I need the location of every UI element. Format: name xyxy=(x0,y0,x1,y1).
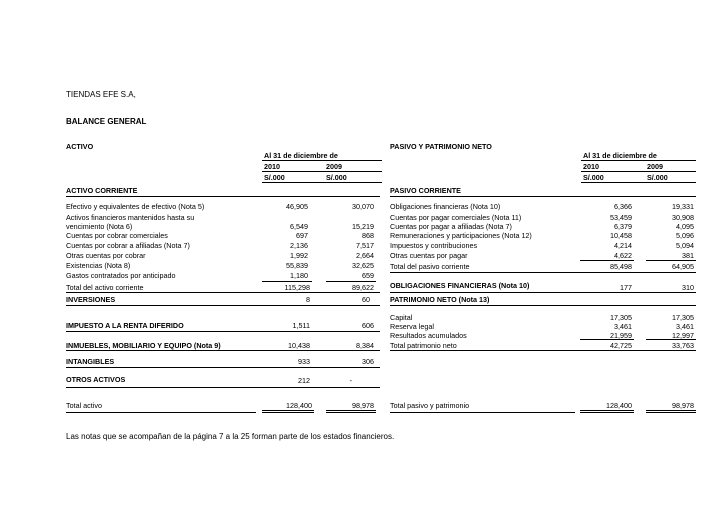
impuesto-2010: 1,511 xyxy=(292,321,310,330)
list-item-value-2009: 15,219 xyxy=(352,222,374,231)
activo-corriente-heading: ACTIVO CORRIENTE xyxy=(66,186,138,195)
total-patrimonio-2009: 33,763 xyxy=(672,341,694,350)
list-item-label: Remuneraciones y participaciones (Nota 12) xyxy=(390,231,532,240)
otros-activos-2009: - xyxy=(349,376,352,385)
otros-activos-label: OTROS ACTIVOS xyxy=(66,375,126,384)
inmuebles-rule xyxy=(66,350,380,351)
list-item-value-2010: 6,549 xyxy=(290,222,308,231)
pasivo-subtotal-rule-2009 xyxy=(646,260,696,261)
intangibles-rule xyxy=(66,367,380,368)
activo-year-rule xyxy=(262,171,382,172)
impuesto-label: IMPUESTO A LA RENTA DIFERIDO xyxy=(66,321,184,330)
pasivo-year-2010: 2010 xyxy=(583,162,599,171)
patrimonio-subtotal-rule-2010 xyxy=(580,339,634,340)
list-item-value-2009: 5,094 xyxy=(676,241,694,250)
activo-total-corriente-rule xyxy=(66,292,380,293)
activo-unit-2009: S/.000 xyxy=(326,173,347,182)
patrimonio-row-label: Capital xyxy=(390,313,413,322)
total-activo-2010: 128,400 xyxy=(286,401,312,410)
total-activo-row-rule xyxy=(66,412,256,413)
patrimonio-row-2010: 21,959 xyxy=(610,331,632,340)
total-activo-double-rule-2009 xyxy=(326,412,376,413)
activo-unit-2010: S/.000 xyxy=(264,173,285,182)
list-item-value-2009: 30,908 xyxy=(672,213,694,222)
pasivo-year-2009: 2009 xyxy=(647,162,663,171)
list-item-value-2010: 6,366 xyxy=(614,202,632,211)
total-pasivo-rule-2009 xyxy=(646,410,696,411)
list-item-label: Cuentas por pagar comerciales (Nota 11) xyxy=(390,213,522,222)
pasivo-subtotal-rule-2010 xyxy=(580,260,634,261)
impuesto-rule xyxy=(66,331,380,332)
list-item-label: vencimiento (Nota 6) xyxy=(66,222,133,231)
total-activo-double-rule-2010 xyxy=(262,412,314,413)
obligaciones-label: OBLIGACIONES FINANCIERAS (Nota 10) xyxy=(390,281,530,290)
total-pasivo-label: Total pasivo y patrimonio xyxy=(390,401,470,410)
total-patrimonio-label: Total patrimonio neto xyxy=(390,341,457,350)
activo-year-2010: 2010 xyxy=(264,162,280,171)
list-item-value-2009: 19,331 xyxy=(672,202,694,211)
list-item-value-2010: 2,136 xyxy=(290,241,308,250)
intangibles-2009: 306 xyxy=(362,357,374,366)
inversiones-2009: 60 xyxy=(362,295,370,304)
list-item-value-2009: 5,096 xyxy=(676,231,694,240)
pasivo-date-label: Al 31 de diciembre de xyxy=(583,151,657,160)
list-item-value-2009: 4,095 xyxy=(676,222,694,231)
total-activo-2009: 98,978 xyxy=(352,401,374,410)
list-item-label: Otras cuentas por pagar xyxy=(390,251,468,260)
list-item-value-2009: 30,070 xyxy=(352,202,374,211)
patrimonio-heading: PATRIMONIO NETO (Nota 13) xyxy=(390,295,490,304)
activo-subtotal-rule-2010 xyxy=(262,281,312,282)
intangibles-label: INTANGIBLES xyxy=(66,357,115,366)
patrimonio-row-2010: 3,461 xyxy=(614,322,632,331)
list-item-value-2009: 381 xyxy=(682,251,694,260)
pasivo-total-corriente-label: Total del pasivo corriente xyxy=(390,262,470,271)
activo-subtotal-rule-2009 xyxy=(326,281,376,282)
pasivo-unit-2010: S/.000 xyxy=(583,173,604,182)
list-item-label: Obligaciones financieras (Nota 10) xyxy=(390,202,501,211)
activo-date-label: Al 31 de diciembre de xyxy=(264,151,338,160)
activo-corriente-rule xyxy=(66,196,380,197)
patrimonio-row-2009: 12,997 xyxy=(672,331,694,340)
pasivo-unit-2009: S/.000 xyxy=(647,173,668,182)
list-item-label: Gastos contratados por anticipado xyxy=(66,271,176,280)
activo-total-corriente-2009: 89,622 xyxy=(352,283,374,292)
total-patrimonio-2010: 42,725 xyxy=(610,341,632,350)
list-item-label: Efectivo y equivalentes de efectivo (Nota 5) xyxy=(66,202,205,211)
list-item-label: Cuentas por pagar a afiliadas (Nota 7) xyxy=(390,222,512,231)
list-item-value-2009: 868 xyxy=(362,231,374,240)
activo-heading: ACTIVO xyxy=(66,142,94,151)
inmuebles-label: INMUEBLES, MOBILIARIO Y EQUIPO (Nota 9) xyxy=(66,341,221,350)
activo-year-2009: 2009 xyxy=(326,162,342,171)
activo-total-corriente-label: Total del activo corriente xyxy=(66,283,144,292)
document-title: BALANCE GENERAL xyxy=(66,117,147,126)
pasivo-date-rule xyxy=(581,160,696,161)
inmuebles-2009: 8,384 xyxy=(356,341,374,350)
list-item-label: Existencias (Nota 8) xyxy=(66,261,131,270)
inversiones-2010: 8 xyxy=(306,295,310,304)
obligaciones-rule xyxy=(390,292,696,293)
inversiones-rule xyxy=(66,305,380,306)
patrimonio-row-label: Resultados acumulados xyxy=(390,331,467,340)
list-item-value-2010: 53,459 xyxy=(610,213,632,222)
list-item-value-2010: 55,839 xyxy=(286,261,308,270)
list-item-value-2010: 697 xyxy=(296,231,308,240)
patrimonio-heading-rule xyxy=(390,305,696,306)
total-activo-label: Total activo xyxy=(66,401,102,410)
obligaciones-2009: 310 xyxy=(682,283,694,292)
impuesto-2009: 606 xyxy=(362,321,374,330)
list-item-value-2009: 7,517 xyxy=(356,241,374,250)
list-item-value-2009: 32,625 xyxy=(352,261,374,270)
patrimonio-row-label: Reserva legal xyxy=(390,322,434,331)
patrimonio-row-2010: 17,305 xyxy=(610,313,632,322)
list-item-value-2010: 4,622 xyxy=(614,251,632,260)
inmuebles-2010: 10,438 xyxy=(288,341,310,350)
pasivo-total-corriente-2009: 64,905 xyxy=(672,262,694,271)
patrimonio-row-2009: 3,461 xyxy=(676,322,694,331)
total-activo-rule-2010 xyxy=(262,410,314,411)
list-item-label: Cuentas por cobrar comerciales xyxy=(66,231,168,240)
list-item-label: Impuestos y contribuciones xyxy=(390,241,478,250)
list-item-value-2010: 6,379 xyxy=(614,222,632,231)
list-item-value-2010: 10,458 xyxy=(610,231,632,240)
pasivo-year-rule xyxy=(581,171,696,172)
activo-total-corriente-2010: 115,298 xyxy=(284,283,310,292)
activo-unit-rule xyxy=(262,182,382,183)
inversiones-label: INVERSIONES xyxy=(66,295,116,304)
total-patrimonio-rule xyxy=(390,350,696,351)
patrimonio-subtotal-rule-2009 xyxy=(646,339,696,340)
pasivo-unit-rule xyxy=(581,182,696,183)
pasivo-corriente-heading: PASIVO CORRIENTE xyxy=(390,186,461,195)
total-activo-rule-2009 xyxy=(326,410,376,411)
total-pasivo-double-rule-2009 xyxy=(646,412,696,413)
footnote: Las notas que se acompañan de la página 7 a la 25 forman parte de los estados financieros. xyxy=(66,432,395,441)
pasivo-heading: PASIVO Y PATRIMONIO NETO xyxy=(390,142,492,151)
list-item-label: Otras cuentas por cobrar xyxy=(66,251,146,260)
intangibles-2010: 933 xyxy=(298,357,310,366)
otros-activos-2010: 212 xyxy=(298,376,310,385)
list-item-value-2010: 4,214 xyxy=(614,241,632,250)
total-pasivo-2010: 128,400 xyxy=(606,401,632,410)
pasivo-corriente-rule xyxy=(390,196,696,197)
list-item-label: Activos financieros mantenidos hasta su xyxy=(66,213,195,222)
total-pasivo-row-rule xyxy=(390,412,575,413)
total-pasivo-2009: 98,978 xyxy=(672,401,694,410)
list-item-label: Cuentas por cobrar a afiliadas (Nota 7) xyxy=(66,241,190,250)
list-item-value-2009: 659 xyxy=(362,271,374,280)
pasivo-total-corriente-2010: 85,498 xyxy=(610,262,632,271)
list-item-value-2009: 2,664 xyxy=(356,251,374,260)
patrimonio-row-2009: 17,305 xyxy=(672,313,694,322)
pasivo-total-corriente-rule xyxy=(390,272,696,273)
activo-date-rule xyxy=(262,160,382,161)
otros-activos-rule xyxy=(66,387,380,388)
total-pasivo-rule-2010 xyxy=(580,410,634,411)
list-item-value-2010: 1,992 xyxy=(290,251,308,260)
obligaciones-2010: 177 xyxy=(620,283,632,292)
company-name: TIENDAS EFE S.A, xyxy=(66,90,136,99)
list-item-value-2010: 46,905 xyxy=(286,202,308,211)
total-pasivo-double-rule-2010 xyxy=(580,412,634,413)
list-item-value-2010: 1,180 xyxy=(290,271,308,280)
